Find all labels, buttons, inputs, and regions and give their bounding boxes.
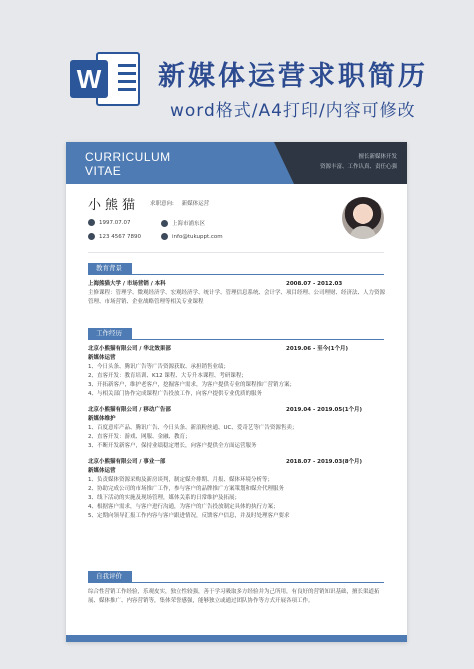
- job-3-company: 北京小熊猫有限公司 / 事业一部: [88, 459, 166, 465]
- banner: [0, 0, 474, 138]
- job-intention: [150, 199, 209, 207]
- header-en-title: [66, 142, 294, 184]
- calendar-icon: [88, 219, 95, 226]
- tag-line1: 擅长新媒体开发: [358, 154, 397, 160]
- job-1-line-2: 2、直客开发：教育培训、K12 课程、大专升本课程、考研课程；: [88, 373, 247, 379]
- banner-subtitle: word格式/A4打印/内容可修改: [170, 101, 416, 121]
- section-self-header: [88, 571, 132, 582]
- header-en-line2: VITAE: [85, 164, 122, 178]
- job-2-line-2: 2、直客开发：游戏、网服、金融、教育；: [88, 434, 191, 440]
- word-document-icon: [70, 52, 140, 106]
- job-2-company: 北京小熊猫有限公司 / 移动广告部: [88, 407, 171, 413]
- job-1-header: [88, 345, 384, 353]
- job-3-role: 新媒体运营: [88, 468, 116, 474]
- candidate-name: 小熊猫: [88, 198, 140, 213]
- banner-title: 新媒体运营求职简历: [158, 61, 428, 92]
- job-3-line-5: 5、定期向领导汇报工作内容与客户跟进情况，反馈客户信息，并及时处理客户要求: [88, 513, 290, 519]
- birth-info: [88, 219, 131, 226]
- education-courses: 主修课程：管理学、微观经济学、宏观经济学、统计学、管理信息系统、会计学、项目经理、公司理财、经济法、人力资源管理、市场营销、企业战略管理等相关专业课程: [88, 290, 386, 305]
- job-2-header: [88, 406, 384, 414]
- intention-label: 求职意向:: [150, 201, 174, 207]
- job-1-role: 新媒体运营: [88, 355, 116, 361]
- section-work-header: [88, 328, 132, 339]
- job-3-date: 2018.07 - 2019.03(8个月): [286, 459, 363, 465]
- location-info: [161, 219, 205, 227]
- header-tags-panel: [294, 142, 407, 184]
- job-1-line-3: 3、开拓新客户，维护老客户，挖掘客户需求，为客户提供专业的课程推广营销方案；: [88, 382, 296, 388]
- resume-header: [66, 142, 407, 184]
- footer-bar: [66, 635, 407, 642]
- education-date: 2008.07 - 2012.03: [286, 281, 343, 287]
- email-address: info@tukuppt.com: [172, 233, 223, 240]
- job-2-line-3: 3、不断开发新客户，保持业绩稳定增长，向客户提供全方面运营服务: [88, 443, 257, 449]
- job-3-line-3: 3、线下活动的实施及现场管理，媒体关系的日常维护及拓展；: [88, 495, 241, 501]
- section-self-rule: [88, 582, 384, 583]
- job-3-line-4: 4、根据客户需求，与客户进行沟通，为客户的广告投放制定具体的执行方案；: [88, 504, 279, 510]
- header-divider: [88, 252, 384, 253]
- education-school-row: [88, 280, 384, 288]
- job-1-company: 北京小熊猫有限公司 / 华北效果部: [88, 346, 171, 352]
- tag-line2: 资源丰富、工作认真、责任心强: [319, 164, 397, 170]
- mail-icon: [161, 233, 168, 240]
- section-work-title: 工作经历: [88, 328, 132, 339]
- job-1-line-4: 4、与相关部门协作完成课程广告投放工作，向客户提供专业优质的服务: [88, 391, 263, 397]
- job-1-line-1: 1、今日头条、腾讯广告等广告资源获取、承担销售业绩；: [88, 364, 230, 370]
- resume-page: [66, 142, 407, 642]
- word-letter-badge: W: [70, 60, 108, 98]
- location-text: 上海市浦东区: [172, 221, 206, 227]
- phone-icon: [88, 233, 95, 240]
- email-info: [161, 233, 223, 240]
- section-work-rule: [88, 339, 384, 340]
- job-1-role-row: [88, 354, 384, 362]
- job-3-line-1: 1、负责媒体资源采购及新房谈判，制定媒介排期、月报、媒体环境分析等；: [88, 477, 274, 483]
- location-pin-icon: [161, 220, 168, 227]
- job-2-date: 2019.04 - 2019.05(1个月): [286, 407, 363, 413]
- job-3-header: [88, 458, 384, 466]
- self-evaluation-text: 综合性营销工作经验，乐观皮实，独立性较强，善于学习吸取多方经验并为己所用，有良好的营销知识基础，擅长渠道拓展、媒体推广、内容营销等，集体荣誉感强，能够独立或通过团队协作等方式开展各项工作。: [88, 589, 380, 604]
- phone-info: [88, 233, 141, 240]
- job-2-role-row: [88, 415, 384, 423]
- section-self-title: 自我评价: [88, 571, 132, 582]
- intention-value: 新媒体运营: [181, 201, 210, 207]
- job-2-role: 新媒体维护: [88, 416, 116, 422]
- section-education-header: [88, 263, 132, 274]
- job-3-role-row: [88, 467, 384, 475]
- education-school: 上海熊猫大学 / 市场营销 / 本科: [88, 281, 166, 287]
- avatar-photo: [342, 197, 384, 239]
- section-education-rule: [88, 274, 384, 275]
- section-education-title: 教育背景: [88, 263, 132, 274]
- phone-number: 123 4567 7890: [99, 233, 141, 240]
- birth-date: 1997.07.07: [99, 219, 131, 226]
- job-3-line-2: 2、协助完成公司的市场推广工作，参与客户的品牌推广方案策划和媒介代理服务: [88, 486, 285, 492]
- header-en-line1: CURRICULUM: [85, 150, 171, 164]
- job-2-line-1: 1、百度意库产品、腾讯广告、今日头条、新浪粉丝通、UC、爱奇艺等广告资源售卖；: [88, 425, 298, 431]
- job-1-date: 2019.06 - 至今(1个月): [286, 346, 349, 352]
